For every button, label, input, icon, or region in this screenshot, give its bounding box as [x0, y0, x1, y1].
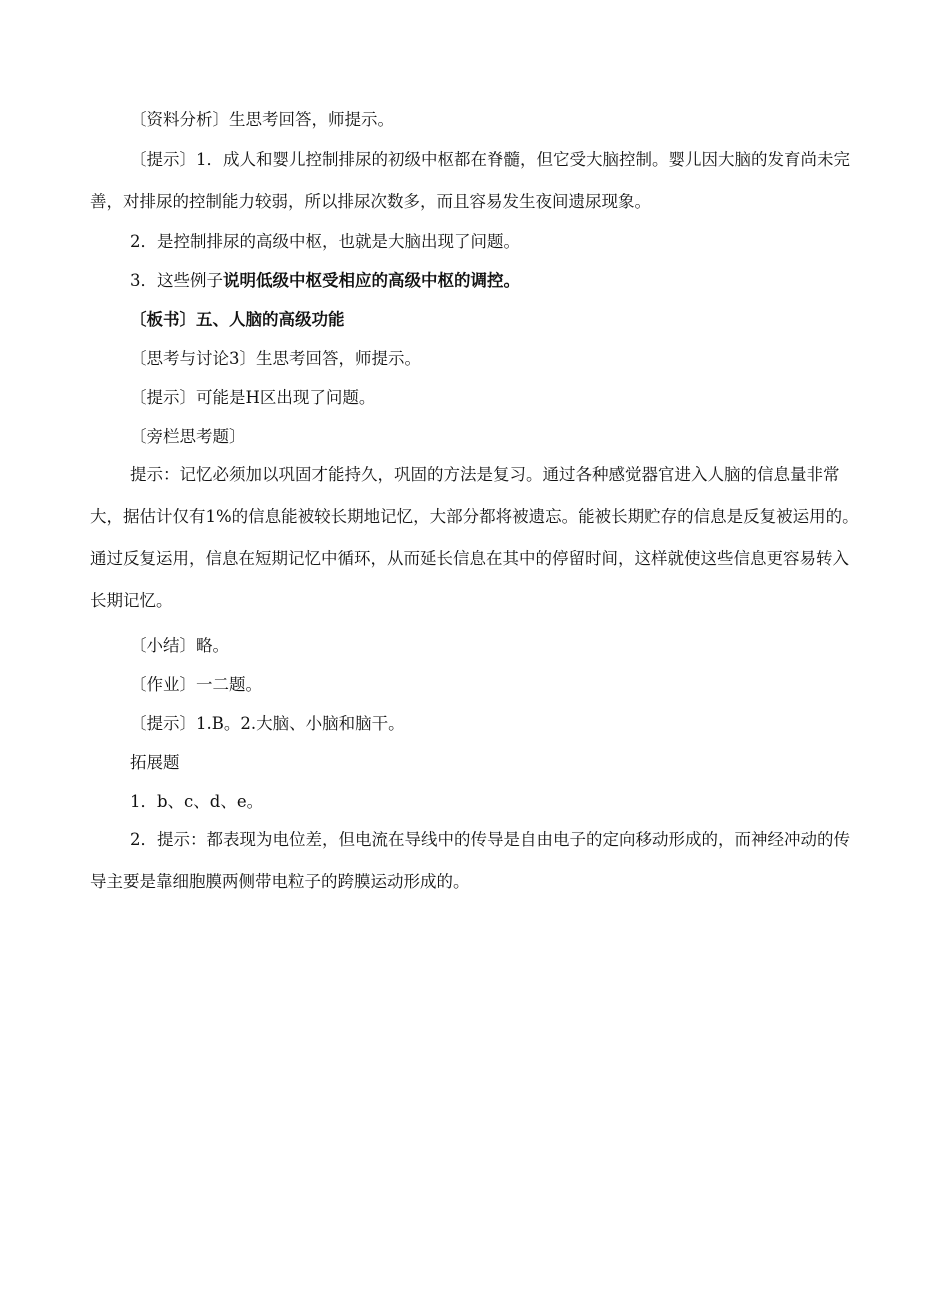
paragraph-extension-title — [90, 743, 860, 782]
paragraph-bold-text: 说明低级中枢受相应的高级中枢的调控。 — [223, 271, 520, 290]
paragraph-text: 2．是控制排尿的高级中枢，也就是大脑出现了问题。 — [130, 232, 520, 251]
paragraph-homework — [90, 665, 860, 704]
paragraph-text: 1．b、c、d、e。 — [130, 792, 264, 811]
heading-text: 〔板书〕五、人脑的高级功能 — [130, 310, 345, 329]
section-heading — [90, 300, 860, 339]
paragraph-hint-3 — [90, 261, 860, 300]
paragraph-text: 拓展题 — [130, 753, 180, 772]
paragraph-text: 2．提示：都表现为电位差，但电流在导线中的传导是自由电子的定向移动形成的，而神经冲动的传导主要是靠细胞膜两侧带电粒子的跨膜运动形成的。 — [90, 830, 850, 891]
paragraph-memory-hint — [90, 454, 860, 622]
paragraph-text: 〔思考与讨论3〕生思考回答，师提示。 — [130, 349, 421, 368]
paragraph-text: 〔资料分析〕生思考回答，师提示。 — [130, 110, 394, 129]
paragraph-extension-2 — [90, 819, 860, 903]
paragraph-homework-hint — [90, 704, 860, 743]
paragraph-data-analysis — [90, 100, 860, 139]
paragraph-text: 〔小结〕略。 — [130, 636, 229, 655]
paragraph-text: 〔旁栏思考题〕 — [130, 427, 246, 446]
paragraph-summary — [90, 626, 860, 665]
paragraph-text: 〔提示〕可能是H区出现了问题。 — [130, 388, 376, 407]
paragraph-text: 〔提示〕1．成人和婴儿控制排尿的初级中枢都在脊髓，但它受大脑控制。婴儿因大脑的发育尚未完善，对排尿的控制能力较弱，所以排尿次数多，而且容易发生夜间遗尿现象。 — [90, 150, 850, 211]
paragraph-sidebar-question — [90, 417, 860, 456]
paragraph-discussion-3 — [90, 339, 860, 378]
paragraph-hint-1 — [90, 139, 860, 223]
paragraph-hint-2 — [90, 222, 860, 261]
paragraph-extension-1 — [90, 782, 860, 821]
paragraph-text: 提示：记忆必须加以巩固才能持久，巩固的方法是复习。通过各种感觉器官进入人脑的信息量非常大，据估计仅有1%的信息能被较长期地记忆，大部分都将被遗忘。能被长期贮存的信息是反复被运用的。通过反复运用，信息在短期记忆中循环，从而延长信息在其中的停留时间，这样就使这些信息更容易转入长期记忆。 — [90, 465, 859, 610]
paragraph-text: 3．这些例子 — [130, 271, 223, 290]
paragraph-text: 〔提示〕1.B。2.大脑、小脑和脑干。 — [130, 714, 405, 733]
paragraph-text: 〔作业〕一二题。 — [130, 675, 262, 694]
paragraph-hint-h-area — [90, 378, 860, 417]
